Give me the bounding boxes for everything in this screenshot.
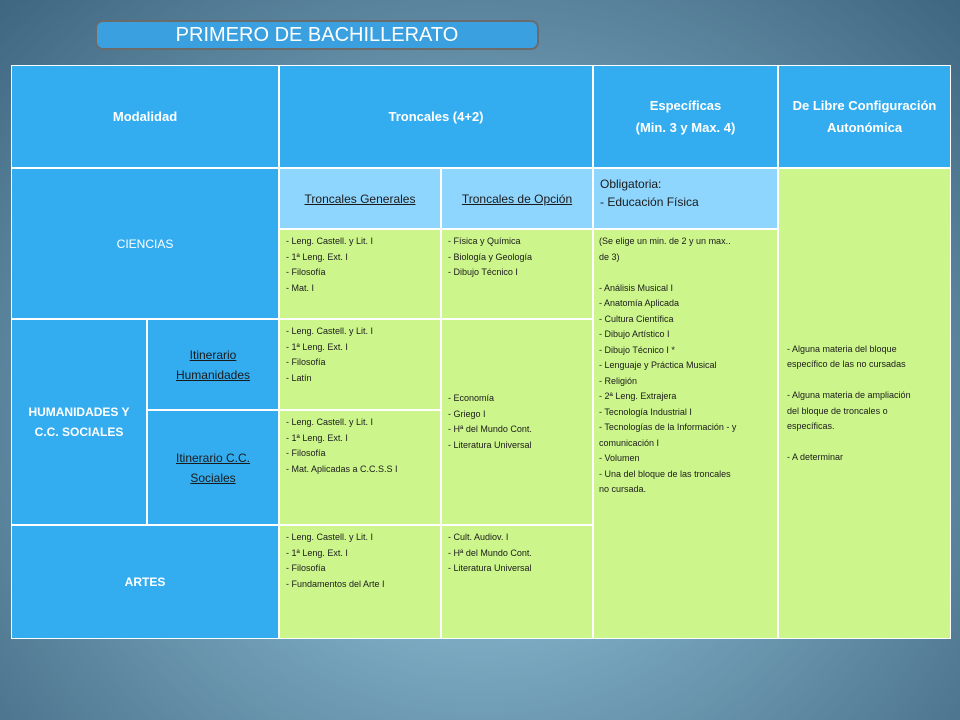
- list-item: - Fundamentos del Arte I: [286, 578, 385, 589]
- list-item: - Leng. Castell. y Lit. I: [286, 417, 374, 427]
- especificas-obligatoria: [593, 168, 778, 229]
- list-item: - Dibujo Técnico I: [448, 267, 518, 277]
- generales-artes: [279, 525, 441, 639]
- libre-list-inner: [787, 342, 911, 466]
- itinerario-sociales-label-1: Itinerario C.C.: [175, 450, 251, 465]
- list-item: - Tecnologías de la Información - y: [599, 422, 737, 432]
- modalidad-artes-label: ARTES: [124, 575, 166, 589]
- list-item: del bloque de troncales o: [787, 405, 888, 416]
- modalidad-humanidades: [11, 319, 147, 525]
- list-item: [599, 265, 772, 281]
- page-title: PRIMERO DE BACHILLERATO: [95, 20, 539, 50]
- list-item: - Filosofía: [286, 267, 326, 277]
- list-item: - Filosofía: [286, 448, 326, 458]
- subheader-opcion-label: Troncales de Opción: [461, 191, 573, 206]
- list-item: - 1ª Leng. Ext. I: [286, 341, 348, 352]
- list-item: - Biología y Geología: [448, 251, 533, 262]
- subheader-troncales-opcion: [441, 168, 593, 229]
- header-libre-label-1: De Libre Configuración: [792, 97, 937, 113]
- generales-humanidades: [279, 319, 441, 410]
- list-item: - Cult. Audiov. I: [448, 532, 509, 542]
- list-item: - 2ª Leng. Extrajera: [599, 391, 677, 401]
- list-item: - Una del bloque de las troncales: [599, 468, 731, 479]
- list-item: - Leng. Castell. y Lit. I: [286, 532, 374, 542]
- list-item: específico de las no cursadas: [787, 359, 906, 369]
- list-item: - Filosofía: [286, 357, 326, 367]
- list-item: - 1ª Leng. Ext. I: [286, 251, 348, 262]
- list-item: - Filosofía: [286, 563, 326, 573]
- header-especificas-label: Específicas: [649, 97, 722, 113]
- list-item: - Literatura Universal: [448, 439, 532, 450]
- header-especificas: [593, 65, 778, 168]
- list-item: - Dibujo Técnico I *: [599, 344, 675, 355]
- list-item: - Anatomía Aplicada: [599, 298, 680, 308]
- list-item: - Leng. Castell. y Lit. I: [286, 236, 374, 246]
- obligatoria-subject: - Educación Física: [600, 195, 699, 209]
- list-item: - Alguna materia de ampliación: [787, 390, 911, 400]
- header-troncales-label: Troncales (4+2): [388, 108, 484, 124]
- list-item: - Tecnología Industrial I: [599, 406, 692, 417]
- subheader-generales-label: Troncales Generales: [304, 191, 416, 206]
- list-item: - Hª del Mundo Cont.: [448, 424, 532, 434]
- list-item: no cursada.: [599, 484, 647, 494]
- opcion-artes: [441, 525, 593, 639]
- list-item: - Literatura Universal: [448, 563, 532, 573]
- list-item: - Latín: [286, 372, 312, 383]
- list-item: - Física y Química: [448, 236, 521, 246]
- list-item: - Cultura Científica: [599, 313, 674, 324]
- modalidad-artes: [11, 525, 279, 639]
- list-item: - Análisis Musical I: [599, 282, 674, 293]
- opcion-humanidades: [441, 319, 593, 525]
- list-item: - Leng. Castell. y Lit. I: [286, 326, 374, 336]
- modalidad-ciencias: [11, 168, 279, 319]
- list-item: - Religión: [599, 375, 638, 386]
- header-libre-configuracion: [778, 65, 951, 168]
- subheader-troncales-generales: [279, 168, 441, 229]
- list-item: comunicación I: [599, 437, 660, 448]
- generales-sociales: [279, 410, 441, 525]
- list-item: - Hª del Mundo Cont.: [448, 547, 532, 558]
- list-item: - Mat. Aplicadas a C.C.S.S I: [286, 463, 398, 474]
- itinerario-sociales: [147, 410, 279, 525]
- list-item: [787, 435, 911, 451]
- libre-configuracion-list: [778, 168, 951, 639]
- itinerario-sociales-label-2: Sociales: [190, 470, 236, 485]
- list-item: - Dibujo Artístico I: [599, 329, 670, 339]
- list-item: - Lenguaje y Práctica Musical: [599, 360, 717, 370]
- list-item: - A determinar: [787, 452, 844, 462]
- header-modalidad: [11, 65, 279, 168]
- list-item: (Se elige un min. de 2 y un max..: [599, 236, 731, 246]
- especificas-list: [593, 229, 778, 639]
- list-item: - 1ª Leng. Ext. I: [286, 547, 348, 558]
- header-libre-label-2: Autonómica: [826, 119, 903, 135]
- list-item: de 3): [599, 251, 620, 262]
- modalidad-humanidades-label-1: HUMANIDADES Y: [28, 405, 130, 419]
- generales-ciencias: [279, 229, 441, 319]
- obligatoria-label: Obligatoria:: [600, 177, 662, 191]
- opcion-ciencias: [441, 229, 593, 319]
- itinerario-humanidades-label-1: Itinerario: [189, 347, 237, 362]
- list-item: - Mat. I: [286, 282, 315, 293]
- list-item: - Volumen: [599, 453, 640, 463]
- modalidad-ciencias-label: CIENCIAS: [116, 236, 174, 251]
- list-item: - Alguna materia del bloque: [787, 343, 897, 354]
- list-item: [787, 373, 911, 389]
- list-item: - 1ª Leng. Ext. I: [286, 432, 348, 443]
- itinerario-humanidades: [147, 319, 279, 410]
- header-especificas-range: (Min. 3 y Max. 4): [635, 119, 736, 135]
- list-item: - Economía: [448, 393, 495, 403]
- list-item: específicas.: [787, 421, 835, 431]
- header-modalidad-label: Modalidad: [112, 108, 178, 124]
- modalidad-humanidades-label-2: C.C. SOCIALES: [34, 425, 124, 439]
- list-item: - Griego I: [448, 408, 486, 419]
- itinerario-humanidades-label-2: Humanidades: [175, 367, 251, 382]
- header-troncales: [279, 65, 593, 168]
